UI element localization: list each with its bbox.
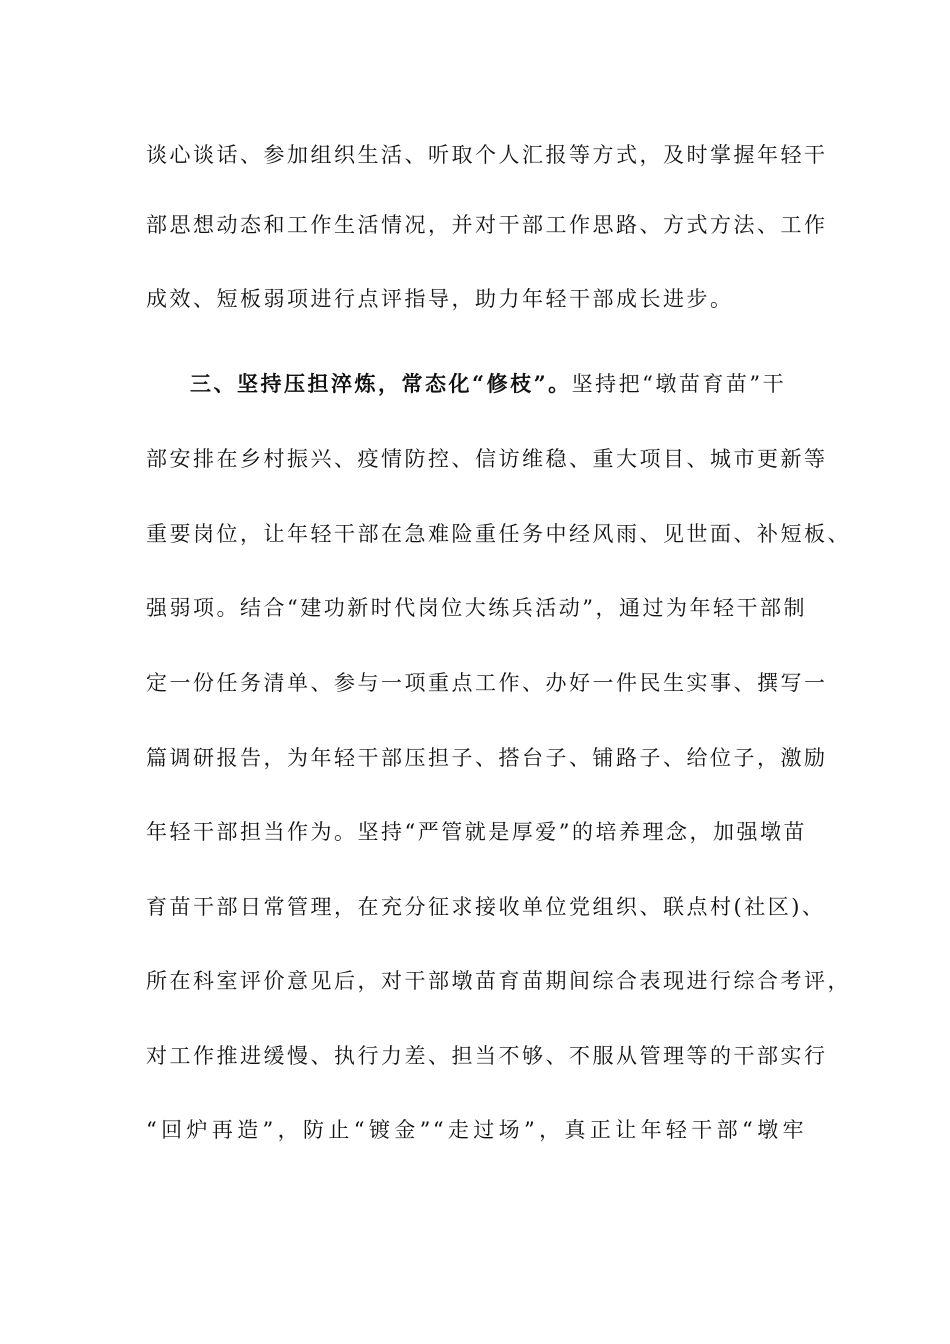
paragraph-line: 强弱项。结合“建功新时代岗位大练兵活动”，通过为年轻干部制	[146, 596, 807, 620]
paragraph-line: 谈心谈话、参加组织生活、听取个人汇报等方式，及时掌握年轻干	[146, 143, 828, 167]
paragraph-line: 对工作推进缓慢、执行力差、担当不够、不服从管理等的干部实行	[146, 1044, 828, 1068]
heading-line-text: 坚持把“墩苗育苗”干	[571, 372, 787, 396]
paragraph-line: 成效、短板弱项进行点评指导，助力年轻干部成长进步。	[146, 287, 734, 311]
paragraph-line: “回炉再造”，防止“镀金”“走过场”，真正让年轻干部“墩牢	[146, 1118, 806, 1142]
paragraph-line: 部安排在乡村振兴、疫情防控、信访维稳、重大项目、城市更新等	[146, 447, 828, 471]
paragraph-line: 篇调研报告，为年轻干部压担子、搭台子、铺路子、给位子，激励	[146, 746, 828, 770]
paragraph-line: 部思想动态和工作生活情况，并对干部工作思路、方式方法、工作	[146, 213, 828, 237]
paragraph-line: 年轻干部担当作为。坚持“严管就是厚爱”的培养理念，加强墩苗	[146, 820, 807, 844]
section-heading-line	[190, 366, 806, 402]
paragraph-line: 重要岗位，让年轻干部在急难险重任务中经风雨、见世面、补短板、	[146, 522, 851, 546]
section-heading: 三、坚持压担淬炼，常态化“修枝”。	[190, 371, 572, 396]
paragraph-line: 所在科室评价意见后，对干部墩苗育苗期间综合表现进行综合考评，	[146, 969, 851, 993]
paragraph-line: 育苗干部日常管理，在充分征求接收单位党组织、联点村(社区)、	[146, 895, 826, 919]
paragraph-line: 定一份任务清单、参与一项重点工作、办好一件民生实事、撰写一	[146, 671, 828, 695]
